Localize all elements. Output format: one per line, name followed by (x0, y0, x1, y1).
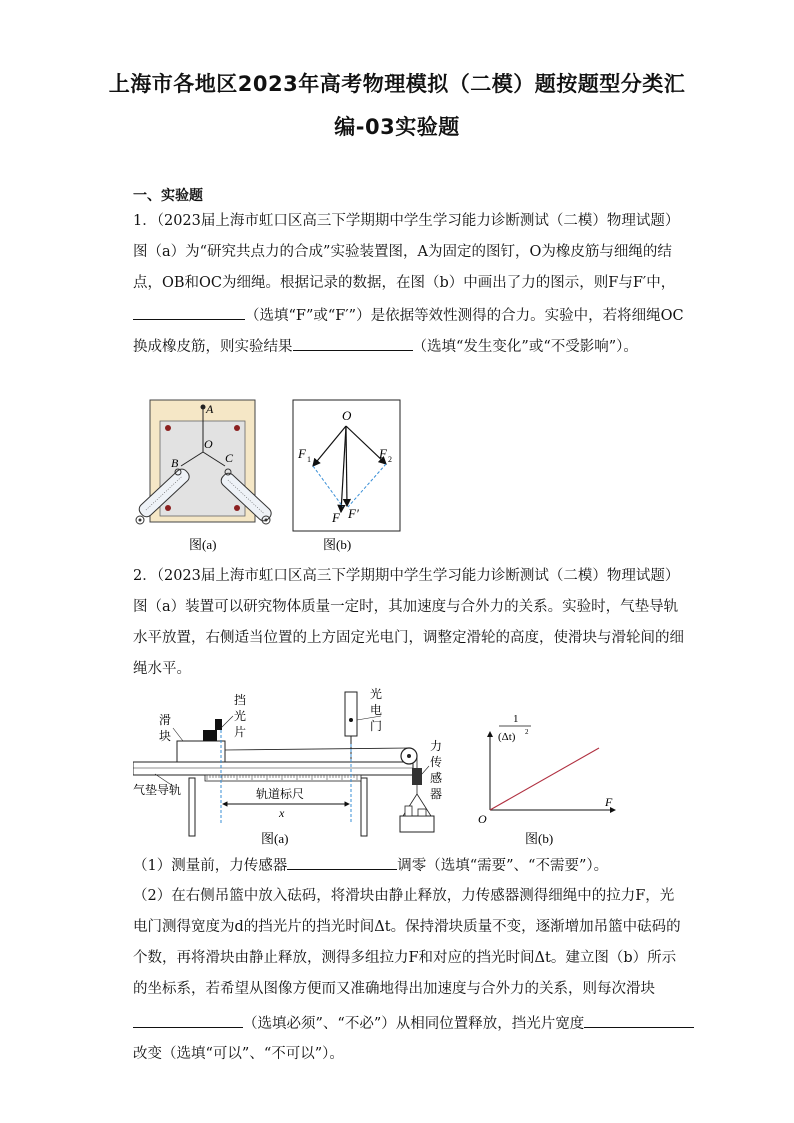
label-gate-2: 电 (370, 703, 383, 717)
q1-figure-b (290, 396, 410, 556)
q2-part1-text-before: （1）测量前，力传感器 (133, 858, 288, 874)
q2-source: 2．（2023届上海市虹口区高三下学期期中学生学习能力诊断测试（二模）物理试题） (133, 568, 680, 584)
q2-answer-blank-3[interactable] (584, 1013, 694, 1028)
photogate (345, 692, 357, 736)
label-air-rail: 气垫导轨 (133, 783, 182, 797)
q1-fig-b-label-F: F (332, 510, 340, 525)
q2-part2-line2: 电门测得宽度为d的挡光片的挡光时间Δt。保持滑块质量不变，逐渐增加吊篮中砝码的 (133, 919, 681, 935)
q1-fig-b-label-F1-sub: 1 (307, 455, 311, 464)
label-sensor-3: 感 (430, 771, 443, 785)
q1-fig-a-label-B: B (171, 456, 179, 470)
graph-y-label-denominator: (Δt) (498, 731, 516, 743)
q1-source: 1．（2023届上海市虹口区高三下学期期中学生学习能力诊断测试（二模）物理试题） (133, 213, 680, 229)
graph-line (490, 748, 599, 810)
q2-fig-a-caption: 图(a) (261, 831, 289, 846)
q2-part2-line3: 个数，再将滑块由静止释放，测得多组拉力F和对应的挡光时间Δt。建立图（b）所示 (133, 950, 677, 966)
label-shade-3: 片 (234, 725, 247, 739)
q2-line2: 水平放置，右侧适当位置的上方固定光电门，调整定滑轮的高度，使滑块与滑轮间的细 (133, 630, 684, 646)
q2-line1: 图（a）装置可以研究物体质量一定时，其加速度与合外力的关系。实验时，气垫导轨 (133, 599, 679, 615)
section-heading: 一、实验题 (133, 188, 203, 204)
q2-part2-line6: 改变（选填“可以”、“不可以”）。 (133, 1046, 344, 1062)
q1-fig-a-caption: 图(a) (189, 537, 217, 552)
label-slider-2: 块 (159, 729, 172, 743)
q2-fig-b-caption: 图(b) (525, 831, 554, 846)
q1-fig-a-label-C: C (225, 451, 234, 465)
q1-figure-a (133, 396, 283, 556)
q2-figure-b (475, 712, 625, 850)
q1-answer-blank-2[interactable] (293, 336, 413, 351)
q2-part1 (133, 855, 608, 876)
q1-fig-b-label-O: O (342, 408, 352, 423)
q2-part2-line5 (133, 1013, 694, 1034)
page-title-line1: 上海市各地区2023年高考物理模拟（二模）题按题型分类汇 (108, 72, 686, 96)
q1-answer-blank-1[interactable] (133, 305, 245, 320)
q2-part2-line1: （2）在右侧吊篮中放入砝码，将滑块由静止释放，力传感器测得细绳中的拉力F，光 (133, 888, 675, 904)
q1-line4-text-before: 换成橡皮筋，则实验结果 (133, 339, 293, 355)
air-track-rail (133, 762, 413, 775)
label-gate-3: 门 (370, 719, 383, 733)
label-shade-2: 光 (234, 709, 247, 723)
q2-line3: 绳水平。 (133, 661, 191, 677)
q1-line4 (133, 336, 638, 357)
q2-part1-text-after: 调零（选填“需要”、“不需要”）。 (397, 858, 609, 874)
light-shield (203, 730, 217, 741)
q1-line2: 点，OB和OC为细绳。根据记录的数据，在图（b）中画出了力的图示，则F与F′中， (133, 275, 676, 291)
q2-part2-line5-text: （选填必须”、“不必”）从相同位置释放，挡光片宽度 (243, 1016, 585, 1032)
label-gate-1: 光 (370, 687, 383, 701)
label-sensor-4: 器 (430, 787, 443, 801)
label-slider-1: 滑 (159, 713, 172, 727)
track-ruler (205, 775, 361, 781)
q2-part2-line4: 的坐标系，若希望从图像方便而又准确地得出加速度与合外力的关系，则每次滑块 (133, 981, 655, 997)
q1-line1: 图（a）为“研究共点力的合成”实验装置图，A为固定的图钉，O为橡皮筋与细绳的结 (133, 244, 672, 260)
q1-line3-text: （选填“F”或“F′”）是依据等效性测得的合力。实验中，若将细绳OC (245, 308, 684, 324)
page-title-line2: 编-03实验题 (334, 115, 460, 139)
label-sensor-1: 力 (430, 739, 443, 753)
q2-answer-blank-1[interactable] (287, 855, 397, 870)
q1-fig-a-label-A: A (206, 402, 214, 416)
q1-line4-text-after: （选填“发生变化”或“不受影响”）。 (412, 339, 638, 355)
q1-line3 (133, 305, 684, 326)
slider-block (177, 741, 225, 762)
graph-y-label-exponent: 2 (525, 728, 529, 736)
q2-answer-blank-2[interactable] (133, 1013, 243, 1028)
q1-fig-b-label-F2-sub: 2 (388, 455, 392, 464)
force-sensor (412, 768, 422, 785)
label-sensor-2: 传 (430, 755, 443, 769)
q1-fig-b-label-F-prime: F′ (348, 506, 359, 521)
hanging-basket (400, 816, 434, 832)
q1-fig-a-label-O: O (204, 437, 213, 451)
graph-y-label-numerator: 1 (513, 713, 519, 725)
graph-origin-label: O (478, 812, 487, 826)
label-x: x (279, 806, 285, 820)
label-shade-1: 挡 (234, 693, 247, 707)
q1-fig-b-label-F1: F (298, 446, 306, 461)
q1-fig-b-label-F2: F (379, 446, 387, 461)
q1-fig-b-caption: 图(b) (323, 537, 352, 552)
graph-x-label: F (605, 795, 613, 809)
label-ruler: 轨道标尺 (256, 787, 305, 801)
q2-figure-a (133, 686, 453, 848)
